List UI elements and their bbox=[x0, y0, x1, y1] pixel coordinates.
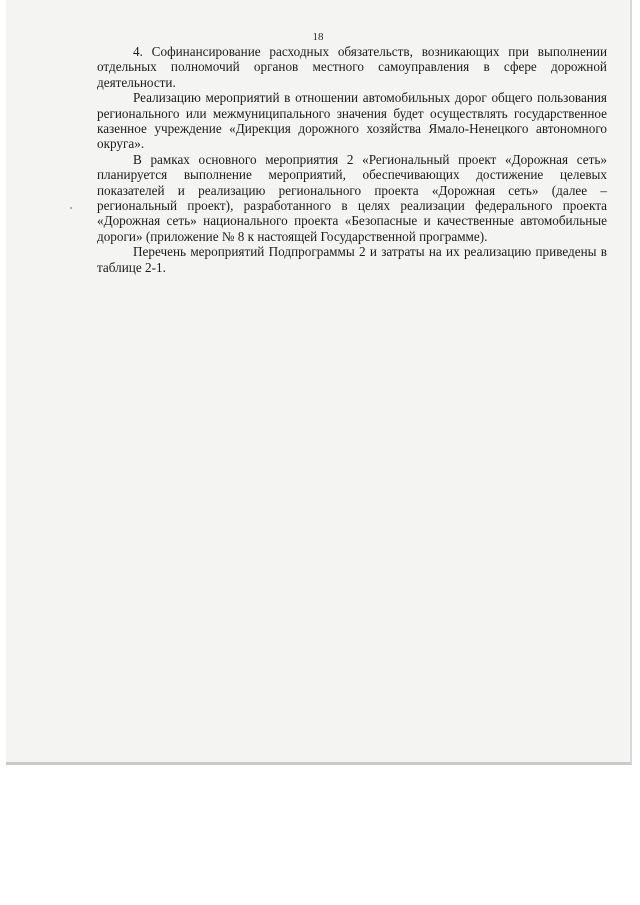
scan-speck bbox=[70, 207, 72, 209]
body-text bbox=[97, 44, 607, 275]
paragraph-cofinancing: 4. Софинансирование расходных обязательств, возникающих при выполнении отдельных полномочий органов местного самоуправления в сфере дорожной деятельности. bbox=[97, 44, 607, 90]
paragraph-regional-project: В рамках основного мероприятия 2 «Региональный проект «Дорожная сеть» планируется выполнение мероприятий, обеспечивающих достижение целевых показателей и реализацию регионального проекта «Дорожная сеть» (далее – региональный проект), разработанного в целях реализации федерального проекта «Дорожная сеть» национального проекта «Безопасные и качественные автомобильные дороги» (приложение № 8 к настоящей Государственной программе). bbox=[97, 151, 607, 244]
paragraph-implementation: Реализацию мероприятий в отношении автомобильных дорог общего пользования регионального или межмуниципального значения будет осуществлять государственное казенное учреждение «Дирекция дорожного хозяйства Ямало-Ненецкого автономного округа». bbox=[97, 90, 607, 152]
paragraph-list-of-measures: Перечень мероприятий Подпрограммы 2 и затраты на их реализацию приведены в таблице 2-1. bbox=[97, 244, 607, 275]
document-page bbox=[6, 0, 632, 765]
page-number: 18 bbox=[312, 31, 324, 43]
